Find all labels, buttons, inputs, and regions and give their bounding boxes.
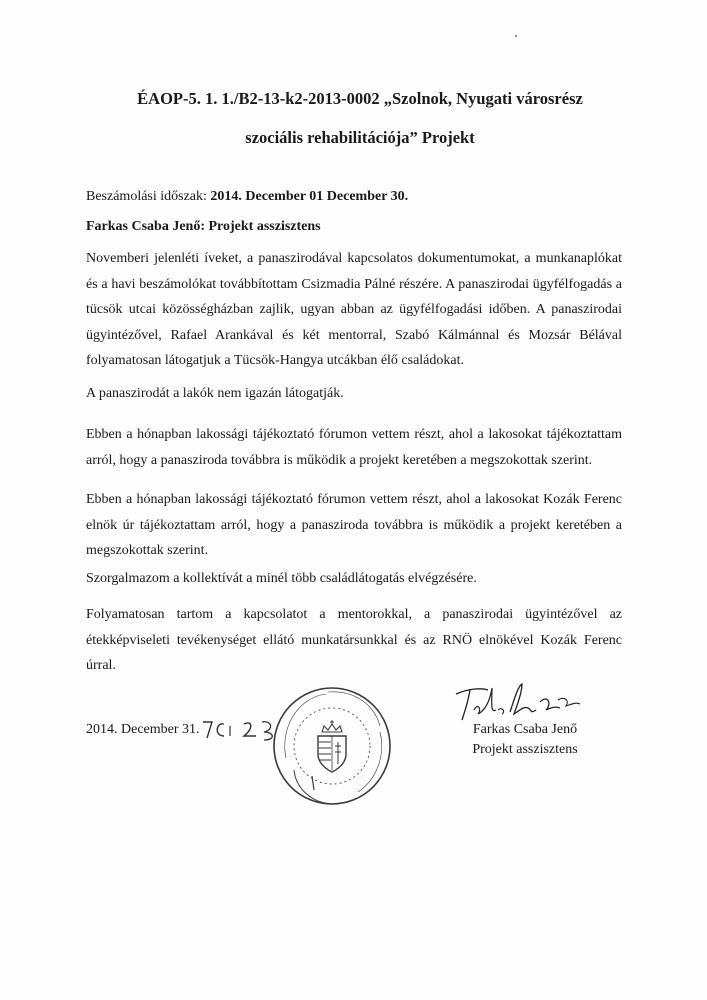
paragraph-5: Szorgalmazom a kollektívát a minél több családlátogatás elvégzésére. [86, 571, 477, 586]
document-title-line-1: ÉAOP-5. 1. 1./B2-13-k2-2013-0002 „Szolnok, Nyugati városrész [137, 89, 583, 108]
paragraph-4: Ebben a hónapban lakossági tájékoztató fórumon vettem részt, ahol a lakosokat Kozák Ferenc elnök úr tájékoztattam arról, hogy a panasziroda továbbra is működik a projekt keretében a megszokottak szerint. [86, 492, 622, 559]
paragraph-1: Novemberi jelenléti íveket, a panaszirodával kapcsolatos dokumentumokat, a munkanaplókat és a havi beszámolókat továbbítottam Csizmadia Pálné részére. A panaszirodai ügyfélfogadás a tücsök utcai közösségházban zajlik, ugyan abban az ügyfélfogadási időben. A panaszirodai ügyintézővel, Rafael Arankával és két mentorral, Szabó Kálmánnal és Mozsár Bélával folyamatosan látogatjuk a Tücsök-Hangya utcákban élő családokat. [86, 251, 622, 369]
paragraph-3: Ebben a hónapban lakossági tájékoztató fórumon vettem részt, ahol a lakosokat tájékoztattam arról, hogy a panasziroda továbbra is működik a projekt keretében a megszokottak szerint. [86, 427, 622, 468]
official-seal-icon [266, 680, 398, 812]
author-line: Farkas Csaba Jenő: Projekt asszisztens [86, 219, 321, 234]
document-date: 2014. December 31. [86, 722, 200, 737]
paragraph-2: A panaszirodát a lakók nem igazán látogatják. [86, 386, 344, 401]
reporting-period-label: Beszámolási időszak: [86, 189, 211, 204]
signer-role: Projekt asszisztens [472, 742, 578, 757]
hungarian-coat-of-arms-icon [318, 720, 346, 772]
reporting-period [86, 187, 408, 207]
paragraph-6: Folyamatosan tartom a kapcsolatot a mentorokkal, a panaszirodai ügyintézővel az étekképviseleti tevékenységet ellátó munkatársunkkal és az RNÖ elnökével Kozák Ferenc úrral. [86, 607, 622, 674]
document-title-line-2: szociális rehabilitációja” Projekt [245, 128, 475, 147]
signer-name: Farkas Csaba Jenő [472, 722, 578, 737]
scan-speck [515, 35, 517, 37]
reporting-period-value: 2014. December 01 December 30. [210, 189, 409, 204]
